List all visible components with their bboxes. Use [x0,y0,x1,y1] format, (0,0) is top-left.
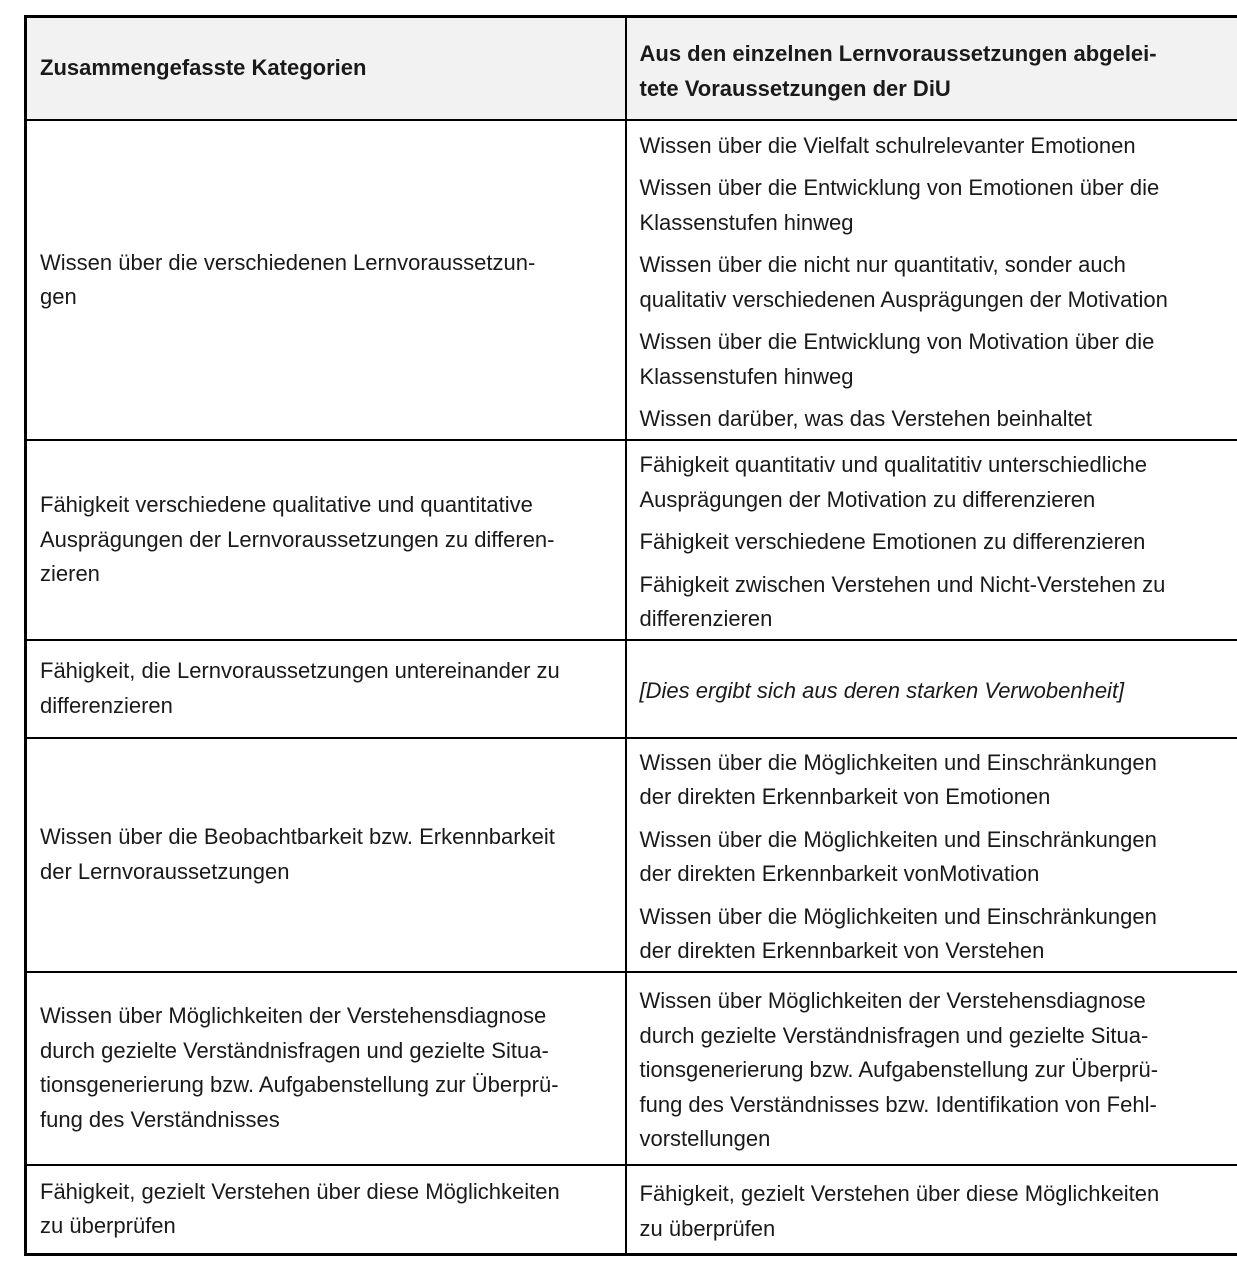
prerequisite-line: differenzieren [639,606,773,631]
prerequisite-item [640,746,1226,815]
prerequisites-cell [626,738,1237,972]
prerequisite-line: Wissen über die Entwicklung von Motivation über die [639,329,1155,354]
prerequisites-cell [626,120,1237,440]
prerequisite-item [640,823,1226,892]
prerequisite-item [640,171,1226,240]
prerequisite-line: fung des Verständnisses bzw. Identifikation von Fehl- [639,1091,1157,1117]
prerequisite-line: der direkten Erkennbarkeit vonMotivation [639,861,1040,886]
prerequisites-cell [626,972,1237,1165]
prerequisite-line: vorstellungen [639,1126,771,1152]
category-line: Wissen über die verschiedenen Lernvoraussetzun- [40,249,536,275]
prerequisite-line: Fähigkeit quantitativ und qualitatitiv unterschiedliche [639,452,1148,477]
prerequisites-cell [626,1165,1237,1255]
prerequisites-cell [626,440,1237,640]
category-line: Ausprägungen der Lernvoraussetzungen zu differen- [40,526,555,552]
prerequisite-line: Klassenstufen hinweg [639,209,854,235]
table-row [26,1165,1237,1255]
prerequisite-item [640,325,1226,394]
prerequisite-line: tionsgenerierung bzw. Aufgabenstellung zur Überprü- [639,1057,1159,1083]
category-line: fung des Verständnisses [40,1106,280,1132]
prerequisite-line: Wissen über die Vielfalt schulrelevanter Emotionen [639,132,1136,158]
table-row [26,440,1237,640]
category-line: Fähigkeit verschiedene qualitative und quantitative [40,492,533,517]
prerequisite-item [640,248,1226,317]
prerequisite-line: Wissen über Möglichkeiten der Verstehensdiagnose [639,988,1146,1014]
header-row [26,17,1237,121]
prerequisites-cell [626,640,1237,738]
prerequisite-line: Wissen über die Entwicklung von Emotionen über die [639,175,1160,200]
table-row [26,972,1237,1165]
category-cell [26,640,626,738]
categories-table [24,15,1237,1256]
category-line: durch gezielte Verständnisfragen und gezielte Situa- [40,1037,549,1063]
header-left-text: Zusammengefasste Kategorien [40,55,367,81]
table-row [26,738,1237,972]
table-row [26,120,1237,440]
category-line: Fähigkeit, gezielt Verstehen über diese Möglichkeiten [40,1178,560,1204]
prerequisite-item [640,448,1226,517]
header-right-line: Aus den einzelnen Lernvoraussetzungen abgelei- [639,40,1157,66]
prerequisite-line: Fähigkeit, gezielt Verstehen über diese Möglichkeiten [639,1181,1160,1207]
prerequisite-line: qualitativ verschiedenen Ausprägungen der Motivation [639,286,1168,312]
note-text: [Dies ergibt sich aus deren starken Verwobenheit] [639,677,1125,703]
category-line: differenzieren [40,692,173,718]
prerequisite-line: Wissen über die Möglichkeiten und Einschränkungen [639,903,1157,929]
prerequisite-item [640,525,1226,560]
prerequisite-line: Wissen über die Möglichkeiten und Einschränkungen [639,826,1157,852]
prerequisite-line: Fähigkeit zwischen Verstehen und Nicht-Verstehen zu [639,571,1166,597]
prerequisite-line: Wissen über die Möglichkeiten und Einschränkungen [639,749,1157,775]
category-cell [26,120,626,440]
prerequisite-line: durch gezielte Verständnisfragen und gezielte Situa- [639,1022,1149,1048]
prerequisite-line: Ausprägungen der Motivation zu differenzieren [639,486,1096,512]
category-line: zieren [40,561,100,586]
prerequisite-item [640,568,1226,637]
table-row [26,640,1237,738]
category-line: der Lernvoraussetzungen [40,858,290,884]
category-line: zu überprüfen [40,1213,176,1239]
category-line: gen [40,284,77,309]
prerequisite-item [640,402,1226,437]
header-left [26,17,626,121]
prerequisite-line: der direkten Erkennbarkeit von Verstehen [639,938,1045,963]
prerequisite-line: Wissen darüber, was das Verstehen beinhaltet [639,406,1092,431]
prerequisite-item [640,984,1226,1157]
prerequisite-line: Fähigkeit verschiedene Emotionen zu differenzieren [639,529,1146,554]
category-cell [26,440,626,640]
category-line: tionsgenerierung bzw. Aufgabenstellung zur Überprü- [40,1072,559,1097]
category-cell [26,972,626,1165]
category-cell [26,738,626,972]
prerequisite-line: Klassenstufen hinweg [639,363,854,389]
category-line: Wissen über Möglichkeiten der Verstehensdiagnose [40,1003,547,1028]
prerequisite-item [640,900,1226,969]
header-right-line: tete Voraussetzungen der DiU [639,75,951,101]
prerequisite-line: der direkten Erkennbarkeit von Emotionen [639,784,1051,809]
category-cell [26,1165,626,1255]
prerequisite-item [640,129,1226,164]
prerequisite-line: Wissen über die nicht nur quantitativ, sonder auch [639,252,1126,277]
table-body [26,120,1237,1255]
category-line: Fähigkeit, die Lernvoraussetzungen untereinander zu [40,658,560,683]
header-right [626,17,1237,121]
prerequisite-item [640,1177,1226,1246]
prerequisite-line: zu überprüfen [639,1215,776,1241]
category-line: Wissen über die Beobachtbarkeit bzw. Erkennbarkeit [40,824,555,849]
